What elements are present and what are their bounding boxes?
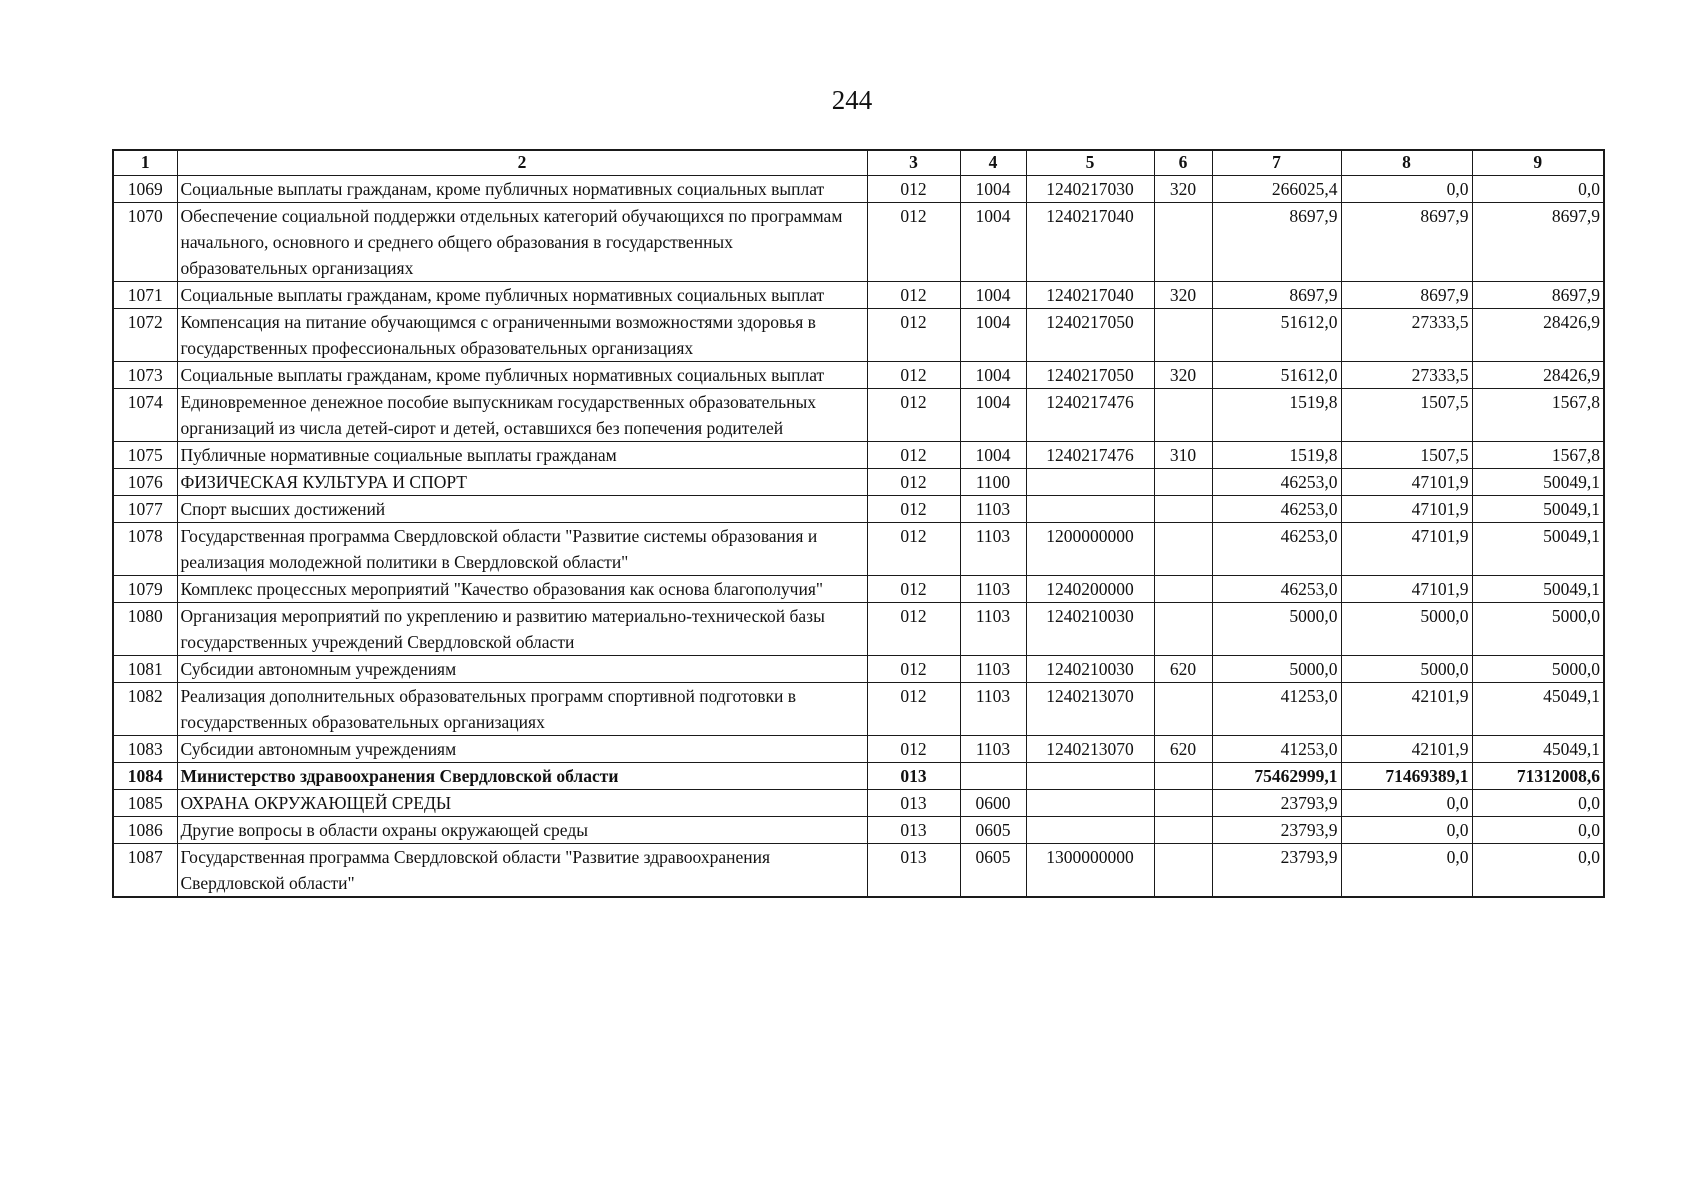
amount-col7-cell: 41253,0 xyxy=(1212,736,1341,763)
item-name-cell: Субсидии автономным учреждениям xyxy=(177,736,867,763)
amount-col9-cell: 8697,9 xyxy=(1472,203,1604,282)
table-row xyxy=(113,523,1604,576)
ministry-code-cell: 012 xyxy=(867,389,960,442)
ministry-code-cell: 012 xyxy=(867,656,960,683)
amount-col8-cell: 8697,9 xyxy=(1341,282,1472,309)
table-row xyxy=(113,817,1604,844)
item-name-cell: Государственная программа Свердловской области "Развитие системы образования и реализация молодежной политики в Свердловской области" xyxy=(177,523,867,576)
amount-col7-cell: 5000,0 xyxy=(1212,656,1341,683)
item-name-cell: Организация мероприятий по укреплению и развитию материально-технической базы государственных учреждений Свердловской области xyxy=(177,603,867,656)
amount-col7-cell: 51612,0 xyxy=(1212,309,1341,362)
table-row xyxy=(113,176,1604,203)
amount-col7-cell: 41253,0 xyxy=(1212,683,1341,736)
section-code-cell: 1004 xyxy=(960,282,1026,309)
column-header: 8 xyxy=(1341,150,1472,176)
amount-col9-cell: 28426,9 xyxy=(1472,309,1604,362)
ministry-code-cell: 012 xyxy=(867,309,960,362)
row-number-cell: 1081 xyxy=(113,656,177,683)
item-name-cell: Реализация дополнительных образовательных программ спортивной подготовки в государственных образовательных организациях xyxy=(177,683,867,736)
target-article-cell: 1240217030 xyxy=(1026,176,1154,203)
target-article-cell: 1300000000 xyxy=(1026,844,1154,898)
section-code-cell: 1004 xyxy=(960,203,1026,282)
section-code-cell: 1103 xyxy=(960,736,1026,763)
section-code-cell: 1103 xyxy=(960,496,1026,523)
amount-col8-cell: 1507,5 xyxy=(1341,442,1472,469)
item-name-cell: Социальные выплаты гражданам, кроме публичных нормативных социальных выплат xyxy=(177,362,867,389)
column-header: 9 xyxy=(1472,150,1604,176)
table-row xyxy=(113,844,1604,898)
item-name-cell: Спорт высших достижений xyxy=(177,496,867,523)
ministry-code-cell: 012 xyxy=(867,736,960,763)
column-header: 3 xyxy=(867,150,960,176)
amount-col7-cell: 23793,9 xyxy=(1212,817,1341,844)
expense-type-cell xyxy=(1154,844,1212,898)
row-number-cell: 1084 xyxy=(113,763,177,790)
table-row xyxy=(113,309,1604,362)
amount-col7-cell: 46253,0 xyxy=(1212,496,1341,523)
item-name-cell: Социальные выплаты гражданам, кроме публичных нормативных социальных выплат xyxy=(177,176,867,203)
amount-col7-cell: 266025,4 xyxy=(1212,176,1341,203)
amount-col9-cell: 1567,8 xyxy=(1472,442,1604,469)
item-name-cell: Обеспечение социальной поддержки отдельных категорий обучающихся по программам начального, основного и среднего общего образования в государственных образовательных организациях xyxy=(177,203,867,282)
item-name-cell: Компенсация на питание обучающимся с ограниченными возможностями здоровья в государственных профессиональных образовательных организациях xyxy=(177,309,867,362)
table-row xyxy=(113,282,1604,309)
column-header: 7 xyxy=(1212,150,1341,176)
row-number-cell: 1075 xyxy=(113,442,177,469)
amount-col8-cell: 0,0 xyxy=(1341,817,1472,844)
amount-col7-cell: 23793,9 xyxy=(1212,790,1341,817)
budget-table xyxy=(112,149,1605,898)
item-name-cell: Государственная программа Свердловской области "Развитие здравоохранения Свердловской области" xyxy=(177,844,867,898)
row-number-cell: 1071 xyxy=(113,282,177,309)
amount-col8-cell: 1507,5 xyxy=(1341,389,1472,442)
section-code-cell: 1103 xyxy=(960,603,1026,656)
item-name-cell: Публичные нормативные социальные выплаты гражданам xyxy=(177,442,867,469)
table-row xyxy=(113,442,1604,469)
section-code-cell: 1100 xyxy=(960,469,1026,496)
amount-col7-cell: 1519,8 xyxy=(1212,442,1341,469)
column-header: 2 xyxy=(177,150,867,176)
section-code-cell xyxy=(960,763,1026,790)
row-number-cell: 1070 xyxy=(113,203,177,282)
amount-col9-cell: 45049,1 xyxy=(1472,683,1604,736)
target-article-cell: 1200000000 xyxy=(1026,523,1154,576)
table-row xyxy=(113,389,1604,442)
amount-col8-cell: 42101,9 xyxy=(1341,736,1472,763)
ministry-code-cell: 012 xyxy=(867,176,960,203)
expense-type-cell: 320 xyxy=(1154,282,1212,309)
expense-type-cell xyxy=(1154,469,1212,496)
expense-type-cell xyxy=(1154,817,1212,844)
amount-col7-cell: 46253,0 xyxy=(1212,576,1341,603)
row-number-cell: 1080 xyxy=(113,603,177,656)
row-number-cell: 1073 xyxy=(113,362,177,389)
amount-col8-cell: 47101,9 xyxy=(1341,496,1472,523)
table-row xyxy=(113,790,1604,817)
expense-type-cell xyxy=(1154,683,1212,736)
amount-col9-cell: 50049,1 xyxy=(1472,469,1604,496)
amount-col9-cell: 5000,0 xyxy=(1472,656,1604,683)
target-article-cell: 1240213070 xyxy=(1026,683,1154,736)
row-number-cell: 1076 xyxy=(113,469,177,496)
amount-col7-cell: 46253,0 xyxy=(1212,523,1341,576)
section-code-cell: 1004 xyxy=(960,389,1026,442)
section-code-cell: 1004 xyxy=(960,362,1026,389)
ministry-code-cell: 012 xyxy=(867,576,960,603)
amount-col9-cell: 50049,1 xyxy=(1472,496,1604,523)
column-header: 4 xyxy=(960,150,1026,176)
section-code-cell: 1004 xyxy=(960,442,1026,469)
table-row xyxy=(113,203,1604,282)
amount-col7-cell: 46253,0 xyxy=(1212,469,1341,496)
column-header: 1 xyxy=(113,150,177,176)
amount-col7-cell: 8697,9 xyxy=(1212,282,1341,309)
ministry-code-cell: 013 xyxy=(867,763,960,790)
section-code-cell: 1004 xyxy=(960,309,1026,362)
ministry-code-cell: 012 xyxy=(867,683,960,736)
amount-col9-cell: 0,0 xyxy=(1472,790,1604,817)
expense-type-cell xyxy=(1154,576,1212,603)
expense-type-cell xyxy=(1154,203,1212,282)
expense-type-cell xyxy=(1154,389,1212,442)
target-article-cell xyxy=(1026,763,1154,790)
ministry-code-cell: 012 xyxy=(867,282,960,309)
target-article-cell xyxy=(1026,790,1154,817)
table-row xyxy=(113,603,1604,656)
row-number-cell: 1069 xyxy=(113,176,177,203)
amount-col9-cell: 0,0 xyxy=(1472,817,1604,844)
table-row xyxy=(113,362,1604,389)
amount-col9-cell: 5000,0 xyxy=(1472,603,1604,656)
amount-col9-cell: 1567,8 xyxy=(1472,389,1604,442)
target-article-cell xyxy=(1026,469,1154,496)
row-number-cell: 1083 xyxy=(113,736,177,763)
page-number: 244 xyxy=(831,85,873,115)
target-article-cell: 1240217476 xyxy=(1026,389,1154,442)
ministry-code-cell: 012 xyxy=(867,496,960,523)
table-row xyxy=(113,683,1604,736)
amount-col9-cell: 0,0 xyxy=(1472,844,1604,898)
row-number-cell: 1072 xyxy=(113,309,177,362)
expense-type-cell xyxy=(1154,496,1212,523)
expense-type-cell xyxy=(1154,309,1212,362)
section-code-cell: 0600 xyxy=(960,790,1026,817)
ministry-code-cell: 013 xyxy=(867,790,960,817)
amount-col9-cell: 50049,1 xyxy=(1472,523,1604,576)
amount-col9-cell: 71312008,6 xyxy=(1472,763,1604,790)
item-name-cell: Социальные выплаты гражданам, кроме публичных нормативных социальных выплат xyxy=(177,282,867,309)
target-article-cell: 1240217476 xyxy=(1026,442,1154,469)
target-article-cell: 1240210030 xyxy=(1026,656,1154,683)
table-row xyxy=(113,763,1604,790)
table-row xyxy=(113,736,1604,763)
item-name-cell: Субсидии автономным учреждениям xyxy=(177,656,867,683)
row-number-cell: 1086 xyxy=(113,817,177,844)
section-code-cell: 1103 xyxy=(960,656,1026,683)
ministry-code-cell: 013 xyxy=(867,817,960,844)
amount-col9-cell: 45049,1 xyxy=(1472,736,1604,763)
item-name-cell: Комплекс процессных мероприятий "Качество образования как основа благополучия" xyxy=(177,576,867,603)
expense-type-cell xyxy=(1154,603,1212,656)
target-article-cell: 1240217040 xyxy=(1026,282,1154,309)
target-article-cell: 1240200000 xyxy=(1026,576,1154,603)
row-number-cell: 1079 xyxy=(113,576,177,603)
column-header: 6 xyxy=(1154,150,1212,176)
ministry-code-cell: 012 xyxy=(867,442,960,469)
target-article-cell: 1240210030 xyxy=(1026,603,1154,656)
item-name-cell: Единовременное денежное пособие выпускникам государственных образовательных организаций из числа детей-сирот и детей, оставшихся без попечения родителей xyxy=(177,389,867,442)
row-number-cell: 1087 xyxy=(113,844,177,898)
header-row xyxy=(113,150,1604,176)
row-number-cell: 1077 xyxy=(113,496,177,523)
amount-col8-cell: 47101,9 xyxy=(1341,469,1472,496)
amount-col8-cell: 5000,0 xyxy=(1341,603,1472,656)
amount-col8-cell: 0,0 xyxy=(1341,790,1472,817)
amount-col7-cell: 5000,0 xyxy=(1212,603,1341,656)
amount-col8-cell: 27333,5 xyxy=(1341,309,1472,362)
amount-col9-cell: 8697,9 xyxy=(1472,282,1604,309)
section-code-cell: 1103 xyxy=(960,576,1026,603)
amount-col8-cell: 0,0 xyxy=(1341,844,1472,898)
expense-type-cell: 620 xyxy=(1154,656,1212,683)
amount-col8-cell: 71469389,1 xyxy=(1341,763,1472,790)
section-code-cell: 1103 xyxy=(960,683,1026,736)
item-name-cell: Другие вопросы в области охраны окружающей среды xyxy=(177,817,867,844)
amount-col8-cell: 47101,9 xyxy=(1341,523,1472,576)
row-number-cell: 1078 xyxy=(113,523,177,576)
ministry-code-cell: 012 xyxy=(867,203,960,282)
column-header: 5 xyxy=(1026,150,1154,176)
expense-type-cell: 310 xyxy=(1154,442,1212,469)
row-number-cell: 1082 xyxy=(113,683,177,736)
target-article-cell xyxy=(1026,496,1154,523)
section-code-cell: 0605 xyxy=(960,817,1026,844)
section-code-cell: 0605 xyxy=(960,844,1026,898)
amount-col7-cell: 23793,9 xyxy=(1212,844,1341,898)
item-name-cell: ФИЗИЧЕСКАЯ КУЛЬТУРА И СПОРТ xyxy=(177,469,867,496)
target-article-cell: 1240217050 xyxy=(1026,309,1154,362)
expense-type-cell: 620 xyxy=(1154,736,1212,763)
expense-type-cell: 320 xyxy=(1154,362,1212,389)
row-number-cell: 1085 xyxy=(113,790,177,817)
amount-col7-cell: 8697,9 xyxy=(1212,203,1341,282)
target-article-cell: 1240217050 xyxy=(1026,362,1154,389)
amount-col8-cell: 8697,9 xyxy=(1341,203,1472,282)
table-row xyxy=(113,469,1604,496)
ministry-code-cell: 012 xyxy=(867,362,960,389)
target-article-cell: 1240213070 xyxy=(1026,736,1154,763)
row-number-cell: 1074 xyxy=(113,389,177,442)
amount-col8-cell: 27333,5 xyxy=(1341,362,1472,389)
amount-col9-cell: 28426,9 xyxy=(1472,362,1604,389)
ministry-code-cell: 012 xyxy=(867,523,960,576)
amount-col8-cell: 0,0 xyxy=(1341,176,1472,203)
amount-col8-cell: 47101,9 xyxy=(1341,576,1472,603)
expense-type-cell xyxy=(1154,523,1212,576)
section-code-cell: 1103 xyxy=(960,523,1026,576)
table-row xyxy=(113,656,1604,683)
table-row xyxy=(113,496,1604,523)
amount-col8-cell: 5000,0 xyxy=(1341,656,1472,683)
amount-col8-cell: 42101,9 xyxy=(1341,683,1472,736)
amount-col9-cell: 0,0 xyxy=(1472,176,1604,203)
table-body xyxy=(113,176,1604,898)
section-code-cell: 1004 xyxy=(960,176,1026,203)
target-article-cell xyxy=(1026,817,1154,844)
amount-col7-cell: 75462999,1 xyxy=(1212,763,1341,790)
item-name-cell: ОХРАНА ОКРУЖАЮЩЕЙ СРЕДЫ xyxy=(177,790,867,817)
amount-col9-cell: 50049,1 xyxy=(1472,576,1604,603)
amount-col7-cell: 51612,0 xyxy=(1212,362,1341,389)
item-name-cell: Министерство здравоохранения Свердловской области xyxy=(177,763,867,790)
expense-type-cell xyxy=(1154,763,1212,790)
ministry-code-cell: 012 xyxy=(867,603,960,656)
table-row xyxy=(113,576,1604,603)
expense-type-cell: 320 xyxy=(1154,176,1212,203)
expense-type-cell xyxy=(1154,790,1212,817)
amount-col7-cell: 1519,8 xyxy=(1212,389,1341,442)
ministry-code-cell: 012 xyxy=(867,469,960,496)
ministry-code-cell: 013 xyxy=(867,844,960,898)
target-article-cell: 1240217040 xyxy=(1026,203,1154,282)
